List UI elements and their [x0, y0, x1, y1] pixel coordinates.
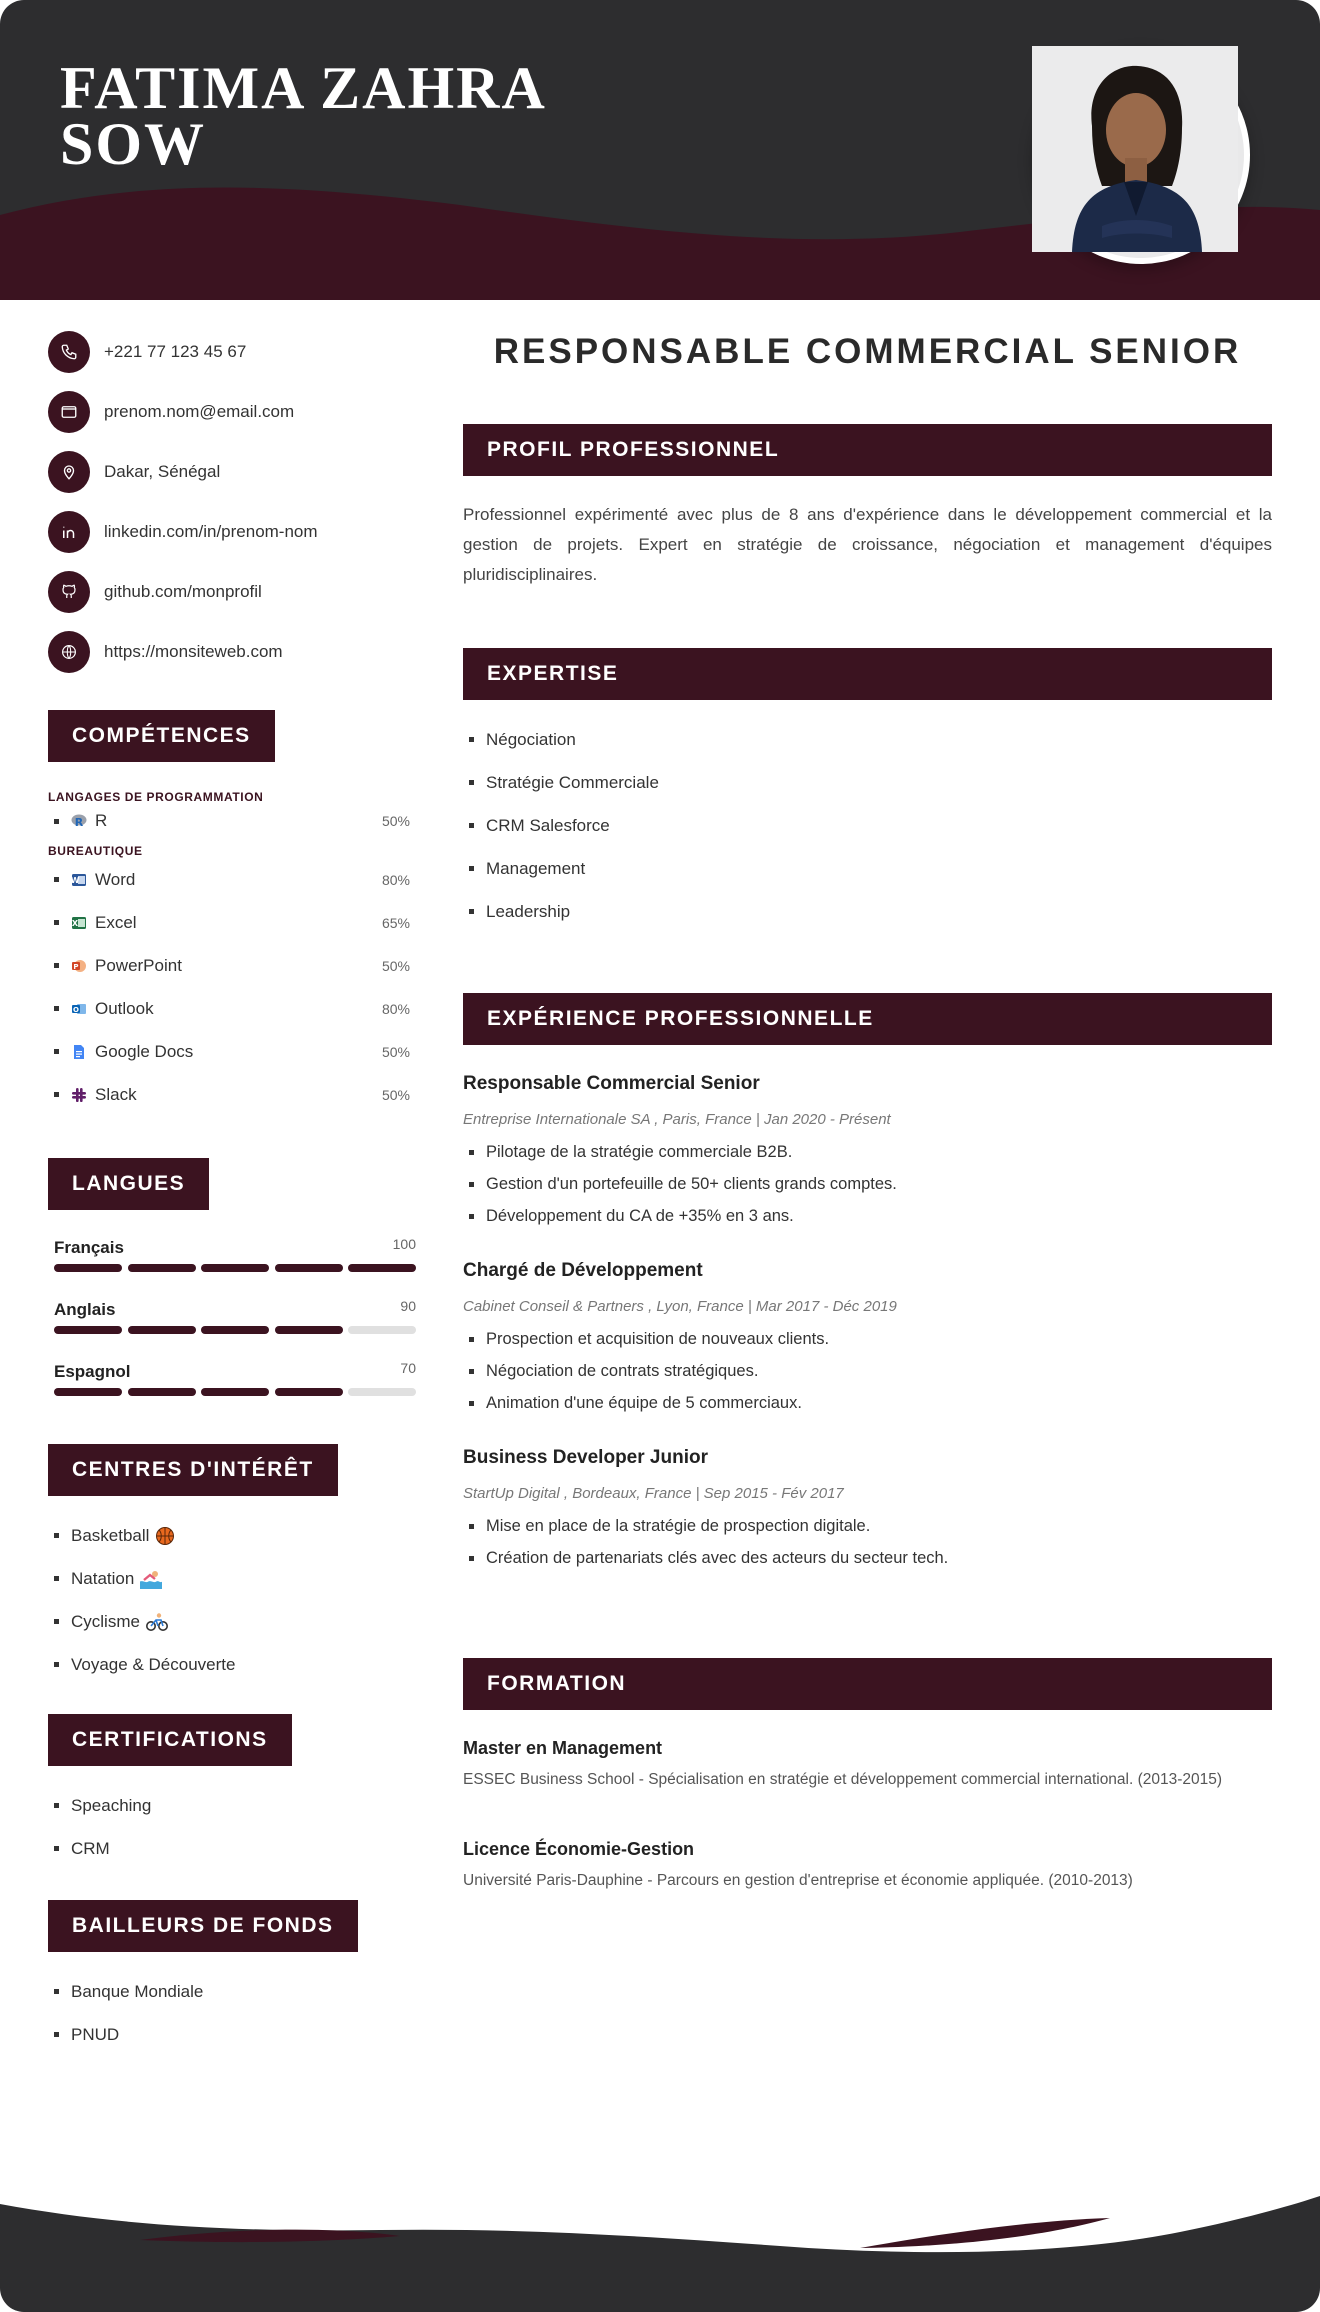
slack-icon	[71, 1087, 87, 1103]
skill-item	[48, 987, 418, 1030]
education-degree: Licence Économie-Gestion	[463, 1839, 695, 1859]
google-docs-icon	[71, 1044, 87, 1060]
job-meta: Cabinet Conseil & Partners , Lyon, France | Mar 2017 - Déc 2019	[463, 1298, 897, 1315]
name-line-2: SOW	[60, 111, 207, 177]
language-level-segment	[128, 1264, 196, 1272]
profile-photo	[1032, 46, 1250, 264]
languages-title: LANGUES	[48, 1158, 209, 1210]
cycling-icon	[146, 1612, 168, 1632]
interest-item	[48, 1557, 418, 1600]
skill-item	[48, 1030, 418, 1073]
job-bullet-text: Prospection et acquisition de nouveaux clients.	[486, 1329, 830, 1348]
certification-text: CRM	[71, 1838, 110, 1858]
language-level-segment	[275, 1264, 343, 1272]
sidebar	[48, 322, 418, 2056]
contact-github-text: github.com/monprofil	[104, 582, 262, 601]
language-item	[54, 1352, 416, 1414]
svg-text:X: X	[71, 918, 79, 928]
skill-category-programming: LANGAGES DE PROGRAMMATION	[48, 790, 264, 804]
svg-text:W: W	[71, 875, 80, 885]
skill-name: PowerPoint	[95, 955, 182, 975]
language-level-segment	[348, 1388, 416, 1396]
education-entry	[463, 1839, 1272, 1890]
job-bullet	[463, 1168, 1272, 1200]
interest-text: Natation	[71, 1568, 135, 1588]
footer-wave	[0, 2140, 1320, 2312]
skill-name: Word	[95, 869, 136, 889]
phone-icon	[48, 331, 90, 373]
certification-text: Speaching	[71, 1795, 152, 1815]
language-value: 90	[400, 1298, 416, 1314]
skills-title: COMPÉTENCES	[48, 710, 275, 762]
language-level-segment	[201, 1326, 269, 1334]
candidate-name	[60, 55, 547, 177]
email-icon	[48, 391, 90, 433]
expertise-text: Leadership	[486, 901, 571, 921]
main-content	[463, 322, 1272, 1890]
job-bullet-text: Création de partenariats clés avec des acteurs du secteur tech.	[486, 1548, 949, 1567]
outlook-icon	[71, 1001, 87, 1017]
contact-email-text: prenom.nom@email.com	[104, 402, 295, 421]
funder-text: Banque Mondiale	[71, 1981, 204, 2001]
contact-website-text: https://monsiteweb.com	[104, 642, 283, 661]
word-icon	[71, 872, 87, 888]
expertise-text: Stratégie Commerciale	[486, 772, 659, 792]
language-level-segment	[201, 1388, 269, 1396]
contact-phone[interactable]	[48, 322, 418, 382]
contact-location-text: Dakar, Sénégal	[104, 462, 221, 481]
skill-name: Slack	[95, 1084, 137, 1104]
swimming-icon	[140, 1569, 162, 1589]
skill-category-office: BUREAUTIQUE	[48, 844, 143, 858]
language-level-segment	[201, 1264, 269, 1272]
education-detail: ESSEC Business School - Spécialisation en stratégie et développement commercial international. (2013-2015)	[463, 1771, 1223, 1788]
job-entry	[463, 1260, 1272, 1419]
job-bullet	[463, 1200, 1272, 1232]
funder-item	[48, 1970, 418, 2013]
language-level-segment	[275, 1388, 343, 1396]
job-title: RESPONSABLE COMMERCIAL SENIOR	[493, 332, 1242, 371]
education-degree: Master en Management	[463, 1738, 663, 1758]
contact-email[interactable]	[48, 382, 418, 442]
expertise-item	[463, 804, 1272, 847]
job-meta: StartUp Digital , Bordeaux, France | Sep 2015 - Fév 2017	[463, 1485, 844, 1502]
languages-list	[48, 1228, 418, 1414]
skill-percent: 80%	[381, 1000, 410, 1017]
funder-item	[48, 2013, 418, 2056]
language-name: Anglais	[54, 1300, 116, 1319]
language-level-bar	[54, 1326, 416, 1334]
job-position: Business Developer Junior	[463, 1447, 708, 1468]
skill-percent: 50%	[381, 813, 410, 829]
svg-text:P: P	[73, 962, 79, 971]
language-level-segment	[54, 1264, 122, 1272]
svg-text:R: R	[74, 816, 84, 829]
language-value: 70	[400, 1360, 416, 1376]
interest-text: Basketball	[71, 1525, 150, 1545]
profile-section-title: PROFIL PROFESSIONNEL	[463, 424, 1272, 476]
interest-text: Voyage & Découverte	[71, 1654, 236, 1674]
powerpoint-icon	[71, 958, 87, 974]
interest-item	[48, 1514, 418, 1557]
contact-linkedin[interactable]	[48, 502, 418, 562]
language-level-segment	[348, 1326, 416, 1334]
job-bullet	[463, 1355, 1272, 1387]
education-section-title: FORMATION	[463, 1658, 1272, 1710]
skill-item	[48, 1073, 418, 1116]
contact-github[interactable]	[48, 562, 418, 622]
basketball-icon	[155, 1526, 175, 1546]
job-position: Responsable Commercial Senior	[463, 1073, 760, 1094]
job-bullet-text: Négociation de contrats stratégiques.	[486, 1361, 759, 1380]
expertise-item	[463, 718, 1272, 761]
funders-title: BAILLEURS DE FONDS	[48, 1900, 358, 1952]
job-bullet-text: Gestion d'un portefeuille de 50+ clients grands comptes.	[486, 1174, 897, 1193]
expertise-item	[463, 890, 1272, 933]
job-bullet	[463, 1387, 1272, 1419]
interests-title: CENTRES D'INTÉRÊT	[48, 1444, 338, 1496]
header	[0, 0, 1320, 300]
github-icon	[48, 571, 90, 613]
skill-item	[48, 944, 418, 987]
interest-item	[48, 1600, 418, 1643]
contact-phone-text: +221 77 123 45 67	[104, 342, 247, 361]
r-icon	[71, 813, 87, 829]
education-entry	[463, 1738, 1272, 1789]
skill-item	[48, 804, 418, 838]
job-bullet-text: Mise en place de la stratégie de prospection digitale.	[486, 1516, 871, 1535]
language-value: 100	[392, 1236, 416, 1252]
job-entry	[463, 1073, 1272, 1232]
language-name: Espagnol	[54, 1362, 131, 1381]
contact-location	[48, 442, 418, 502]
job-meta: Entreprise Internationale SA , Paris, France | Jan 2020 - Présent	[463, 1111, 891, 1128]
language-level-segment	[54, 1326, 122, 1334]
language-item	[54, 1290, 416, 1352]
expertise-text: Négociation	[486, 729, 576, 749]
expertise-section-title: EXPERTISE	[463, 648, 1272, 700]
certification-item	[48, 1827, 418, 1870]
language-level-segment	[348, 1264, 416, 1272]
name-line-1: FATIMA ZAHRA	[60, 55, 547, 121]
linkedin-icon	[48, 511, 90, 553]
interest-text: Cyclisme	[71, 1611, 140, 1631]
footer-decoration	[0, 2140, 1320, 2312]
skill-item	[48, 858, 418, 901]
expertise-text: CRM Salesforce	[486, 815, 610, 835]
job-bullet	[463, 1542, 1272, 1574]
language-level-segment	[54, 1388, 122, 1396]
profile-text: Professionnel expérimenté avec plus de 8 ans d'expérience dans le développement commercial et la gestion de projets. Expert en stratégie de croissance, négociation et management d'équipes pluridisciplinaires.	[463, 505, 1272, 584]
skill-percent: 50%	[381, 1043, 410, 1060]
skill-percent: 50%	[381, 1086, 410, 1103]
job-position: Chargé de Développement	[463, 1260, 703, 1281]
language-level-segment	[128, 1388, 196, 1396]
job-bullet	[463, 1323, 1272, 1355]
expertise-item	[463, 761, 1272, 804]
job-bullet-text: Animation d'une équipe de 5 commerciaux.	[486, 1393, 802, 1412]
language-level-segment	[275, 1326, 343, 1334]
svg-text:O: O	[73, 1005, 79, 1014]
job-bullet	[463, 1510, 1272, 1542]
interest-item	[48, 1643, 418, 1686]
language-level-bar	[54, 1388, 416, 1396]
contact-linkedin-text: linkedin.com/in/prenom-nom	[104, 522, 318, 541]
job-bullet-text: Pilotage de la stratégie commerciale B2B.	[486, 1142, 793, 1161]
expertise-list	[463, 718, 1272, 933]
globe-icon	[48, 631, 90, 673]
portrait-image	[1038, 52, 1238, 252]
language-name: Français	[54, 1238, 124, 1257]
job-bullet-text: Développement du CA de +35% en 3 ans.	[486, 1206, 794, 1225]
skill-name: Outlook	[95, 998, 154, 1018]
funder-text: PNUD	[71, 2024, 120, 2044]
certification-item	[48, 1784, 418, 1827]
experience-section-title: EXPÉRIENCE PROFESSIONNELLE	[463, 993, 1272, 1045]
education-detail: Université Paris-Dauphine - Parcours en gestion d'entreprise et économie appliquée. (2010-2013)	[463, 1872, 1133, 1889]
skill-item	[48, 901, 418, 944]
job-bullet	[463, 1136, 1272, 1168]
expertise-item	[463, 847, 1272, 890]
language-level-bar	[54, 1264, 416, 1272]
certifications-title: CERTIFICATIONS	[48, 1714, 292, 1766]
skill-name: R	[95, 811, 108, 830]
job-entry	[463, 1447, 1272, 1574]
skill-percent: 50%	[381, 957, 410, 974]
skill-name: Google Docs	[95, 1041, 194, 1061]
contact-website[interactable]	[48, 622, 418, 682]
location-icon	[48, 451, 90, 493]
skill-percent: 65%	[381, 914, 410, 931]
language-item	[54, 1228, 416, 1290]
excel-icon	[71, 915, 87, 931]
language-level-segment	[128, 1326, 196, 1334]
expertise-text: Management	[486, 858, 586, 878]
skill-percent: 80%	[381, 871, 410, 888]
skill-name: Excel	[95, 912, 137, 932]
